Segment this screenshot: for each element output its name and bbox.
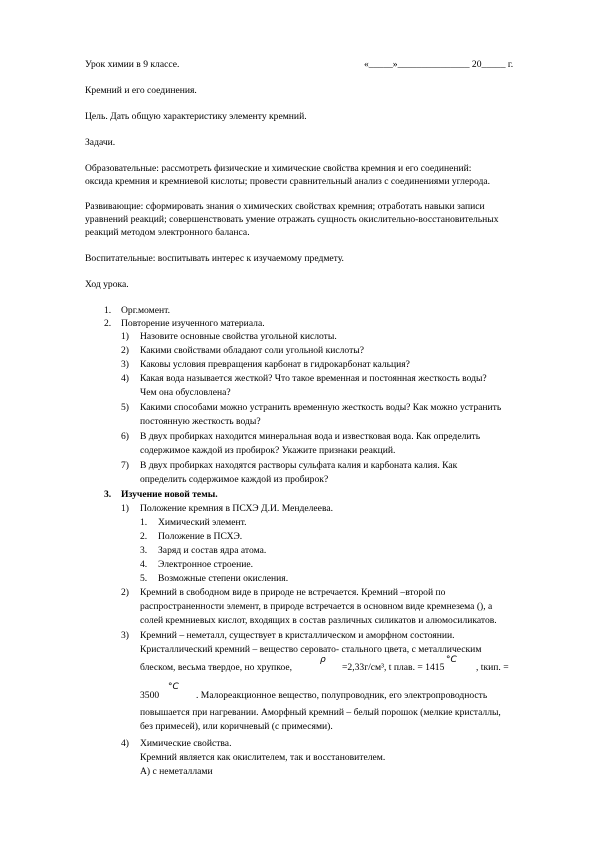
sub-item-number: 5. [140, 573, 148, 584]
question-text: Какими способами можно устранить временную жесткость воды? Как можно устранить [140, 402, 502, 413]
educational-line-1: Образовательные: рассмотреть физические и химические свойства кремния и его соединений: [85, 163, 472, 174]
topic-item-text: Химические свойства. [140, 738, 232, 749]
question-number: 6) [121, 431, 129, 442]
topic-item-number: 4) [121, 738, 129, 749]
topic-item-number: 3) [121, 630, 129, 641]
topic-item-text: Кристаллический кремний – вещество серовато- стального цвета, с металлическим [140, 644, 482, 655]
topic: Кремний и его соединения. [85, 85, 197, 96]
tkip-value: 3500 [140, 690, 160, 701]
question-text: определить содержимое каждой из пробирок? [140, 474, 329, 485]
celsius-symbol: °C [168, 682, 179, 692]
sub-item-text: Возможные степени окисления. [158, 573, 289, 584]
question-text: Назовите основные свойства угольной кислоты. [140, 331, 337, 342]
step-text: Повторение изученного материала. [121, 318, 265, 329]
tasks-title: Задачи. [85, 137, 116, 148]
question-text: содержимое каждой из пробирок? Укажите признаки реакций. [140, 445, 396, 456]
developing-line-2: уравнений реакций; совершенствовать умение отражать сущность окислительно-восстановительных [85, 214, 499, 225]
question-text: В двух пробирках находятся растворы сульфата калия и карбоната калия. Как [140, 460, 458, 471]
question-text: Какая вода называется жесткой? Что такое временная и постоянная жесткость воды? [140, 373, 487, 384]
rho-symbol: ρ [320, 655, 326, 665]
developing-line-3: реакций методом электронного баланса. [85, 227, 250, 238]
goal: Цель. Дать общую характеристику элементу кремний. [85, 111, 307, 122]
topic-item-text: Положение кремния в ПСХЭ Д.И. Менделеева. [140, 503, 334, 514]
topic-item-text: . Малореакционное вещество, полупроводник, его электропроводность [196, 690, 488, 701]
step-text: Изучение новой темы. [121, 489, 218, 500]
topic-item-text: солей кремниевых кислот, входящих в состав различных силикатов и алюмосиликатов. [140, 615, 497, 626]
question-text: Какими свойствами обладают соли угольной кислоты? [140, 345, 365, 356]
topic-item-number: 2) [121, 587, 129, 598]
question-text: Каковы условия превращения карбонат в гидрокарбонат кальция? [140, 359, 410, 370]
developing-line-1: Развивающие: сформировать знания о химических свойствах кремния; отработать навыки записи [85, 201, 485, 212]
question-number: 2) [121, 345, 129, 356]
question-number: 1) [121, 331, 129, 342]
step-number: 1. [104, 305, 112, 316]
topic-item-text: без примесей), или коричневый (с примесями). [140, 721, 333, 732]
question-text: Чем она обусловлена? [140, 387, 231, 398]
topic-item-text: Кремний – неметалл, существует в кристаллическом и аморфном состоянии. [140, 630, 455, 641]
sub-item-number: 1. [140, 517, 148, 528]
step-text: Орг.момент. [121, 305, 170, 316]
upbringing: Воспитательные: воспитывать интерес к изучаемому предмету. [85, 253, 344, 264]
topic-item-text: Кремний в свободном виде в природе не встречается. Кремний –второй по [140, 587, 446, 598]
sub-item-text: Электронное строение. [158, 559, 253, 570]
celsius-symbol: °C [446, 655, 457, 665]
sub-item-text: Химический элемент. [158, 517, 247, 528]
sub-item-number: 4. [140, 559, 148, 570]
sub-item-number: 3. [140, 545, 148, 556]
topic-item-number: 1) [121, 503, 129, 514]
topic-item-text: Кремний является как окислителем, так и восстановителем. [140, 752, 386, 763]
sub-item-text: Положение в ПСХЭ. [158, 531, 243, 542]
date-field: «_____»_______________ 20_____ г. [364, 59, 514, 70]
topic-item-text: А) с неметаллами [140, 766, 213, 777]
step-number: 2. [104, 318, 112, 329]
question-number: 7) [121, 460, 129, 471]
sub-item-number: 2. [140, 531, 148, 542]
topic-item-text: распространенности элемент, в природе встречается в основном виде кремнезема (), а [140, 601, 493, 612]
question-number: 4) [121, 373, 129, 384]
question-number: 5) [121, 402, 129, 413]
educational-line-2: оксида кремния и кремниевой кислоты; провести сравнительный анализ с соединениями углерода. [85, 176, 491, 187]
topic-item-text: блеском, весьма твердое, но хрупкое, [140, 662, 293, 673]
density-value: =2,33г/см³, t плав. = 1415 [342, 662, 445, 673]
question-text: постоянную жесткость воды? [140, 416, 261, 427]
question-number: 3) [121, 359, 129, 370]
sub-item-text: Заряд и состав ядра атома. [158, 545, 267, 556]
lesson-header: Урок химии в 9 классе. [85, 59, 180, 70]
tkip-label: , tкип. = [476, 662, 509, 673]
course-title: Ход урока. [85, 279, 129, 290]
step-number: 3. [104, 489, 112, 500]
question-text: В двух пробирках находится минеральная вода и известковая вода. Как определить [140, 431, 481, 442]
topic-item-text: повышается при нагревании. Аморфный кремний – белый порошок (мелкие кристаллы, [140, 707, 501, 718]
